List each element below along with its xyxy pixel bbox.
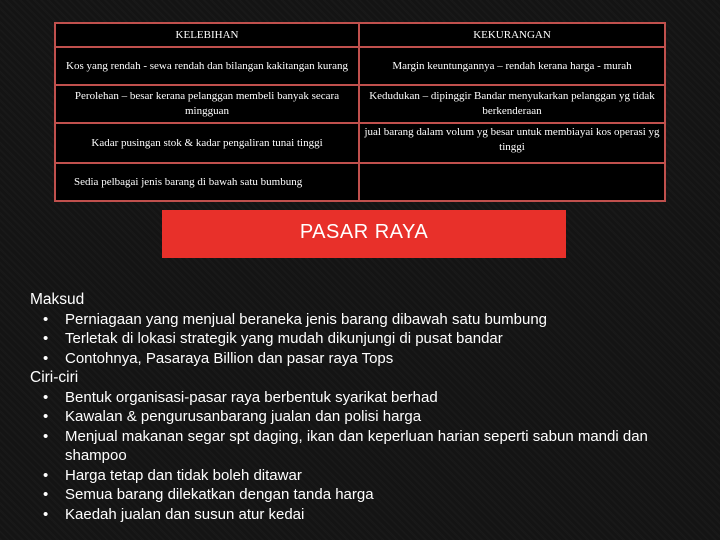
list-item-text: Contohnya, Pasaraya Billion dan pasar raya Tops [65, 349, 394, 367]
table-cell: Kedudukan – dipinggir Bandar menyukarkan pelanggan yg tidak berkenderaan [359, 85, 665, 123]
section-heading: Ciri-ciri [30, 369, 79, 386]
list-item-text: Bentuk organisasi-pasar raya berbentuk syarikat berhad [65, 388, 438, 406]
table-cell-empty [359, 163, 665, 201]
pasar-raya-banner: PASAR RAYA [162, 210, 566, 258]
content-text [30, 290, 700, 524]
bullet-icon: • [43, 427, 49, 445]
bullet-icon: • [43, 349, 49, 367]
list-item [30, 349, 700, 369]
table-cell: Sedia pelbagai jenis barang di bawah satu bumbung [55, 163, 359, 201]
table-row [55, 47, 665, 85]
bullet-icon: • [43, 310, 49, 328]
table-row [55, 163, 665, 201]
table-cell: jual barang dalam volum yg besar untuk membiayai kos operasi yg tinggi [359, 123, 665, 163]
section-ciri-ciri [30, 368, 700, 524]
list-item-text: Harga tetap dan tidak boleh ditawar [65, 466, 302, 484]
table-row [55, 123, 665, 163]
header-kekurangan: KEKURANGAN [359, 23, 665, 47]
comparison-table [54, 22, 666, 202]
table-cell: Perolehan – besar kerana pelanggan membeli banyak secara mingguan [55, 85, 359, 123]
list-item [30, 329, 700, 349]
bullet-icon: • [43, 466, 49, 484]
bullet-icon: • [43, 486, 49, 503]
table-header-row [55, 23, 665, 47]
list-item [30, 466, 700, 486]
bullet-list [30, 310, 700, 369]
table-cell: Margin keuntungannya – rendah kerana harga - murah [359, 47, 665, 85]
bullet-list [30, 388, 700, 525]
table-row [55, 85, 665, 123]
list-item [30, 505, 700, 525]
list-item [30, 427, 700, 466]
list-item-text: Semua barang dilekatkan dengan tanda harga [65, 486, 374, 503]
list-item [30, 388, 700, 408]
section-heading: Maksud [30, 291, 85, 308]
list-item-text: Terletak di lokasi strategik yang mudah dikunjungi di pusat bandar [65, 330, 503, 347]
list-item-text: Kaedah jualan dan susun atur kedai [65, 505, 305, 523]
list-item-text: Menjual makanan segar spt daging, ikan dan keperluan harian seperti sabun mandi dan shampoo [65, 427, 648, 464]
table-cell: Kadar pusingan stok & kadar pengaliran tunai tinggi [55, 123, 359, 163]
header-kelebihan: KELEBIHAN [55, 23, 359, 47]
bullet-icon: • [43, 408, 49, 425]
list-item [30, 407, 700, 427]
list-item [30, 485, 700, 505]
list-item [30, 310, 700, 330]
table-cell: Kos yang rendah - sewa rendah dan bilangan kakitangan kurang [55, 47, 359, 85]
bullet-icon: • [43, 505, 49, 523]
list-item-text: Perniagaan yang menjual beraneka jenis barang dibawah satu bumbung [65, 310, 548, 328]
bullet-icon: • [43, 388, 49, 406]
bullet-icon: • [43, 330, 49, 347]
section-maksud [30, 290, 700, 368]
list-item-text: Kawalan & pengurusanbarang jualan dan polisi harga [65, 408, 422, 425]
